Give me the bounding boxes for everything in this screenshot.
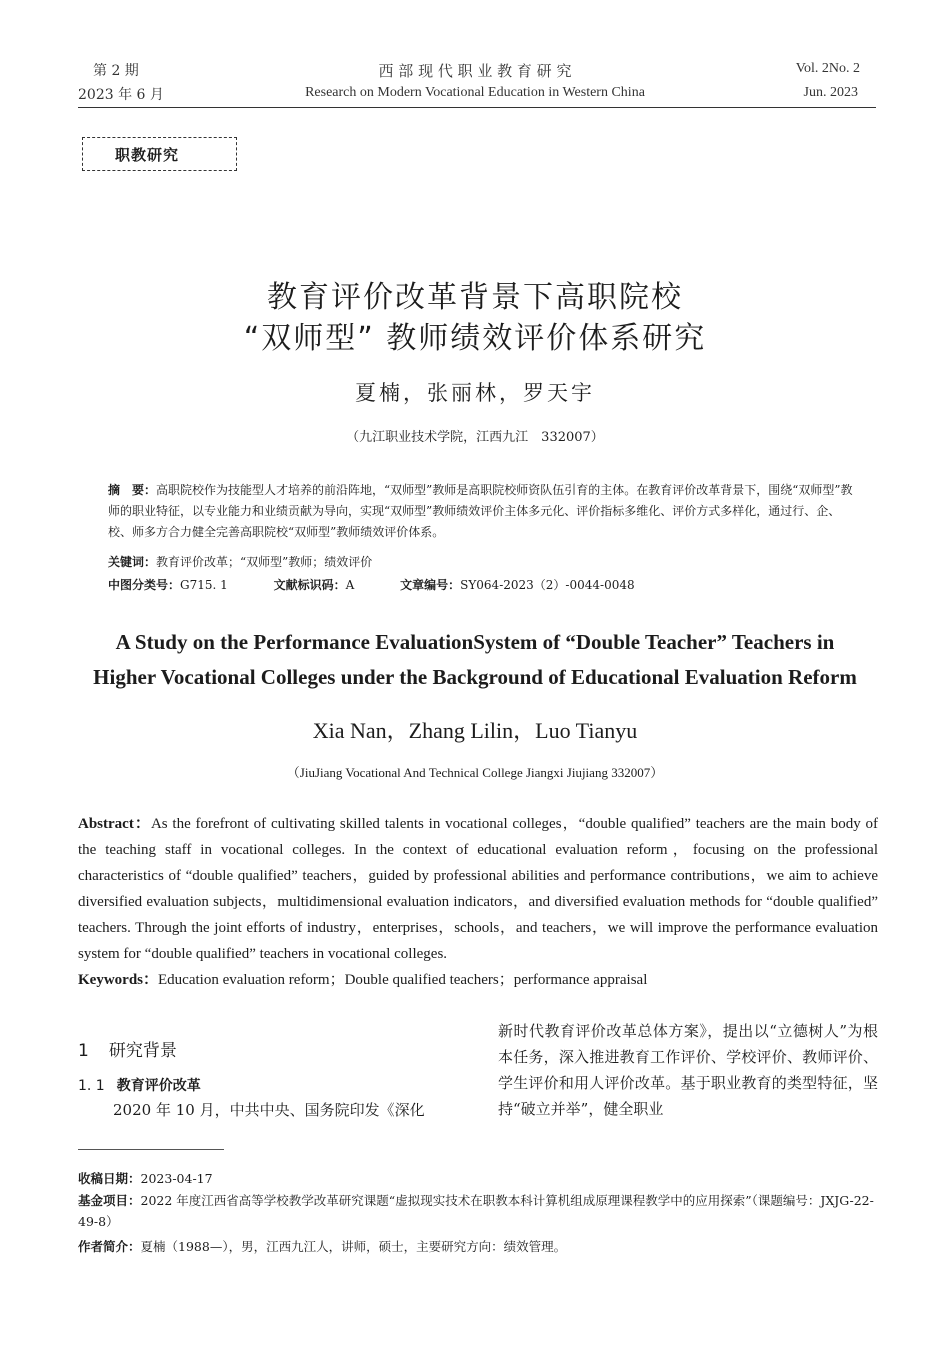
received-value: 2023-04-17 bbox=[140, 1171, 213, 1186]
article-no-value: SY064-2023（2）-0044-0048 bbox=[460, 578, 635, 592]
title-cn-line2: “双师型” 教师绩效评价体系研究 bbox=[243, 321, 707, 356]
clc-value: G715. 1 bbox=[180, 578, 228, 592]
footnote-fund bbox=[78, 1190, 878, 1232]
authors-en: Xia Nan，Zhang Lilin，Luo Tianyu bbox=[312, 718, 638, 743]
clc-label: 中图分类号： bbox=[108, 578, 181, 592]
abstract-cn-text: 高职院校作为技能型人才培养的前沿阵地，“双师型”教师是高职院校师资队伍引育的主体。在教育评价改革背景下，围绕“双师型”教师的职业特征，以专业能力和业绩贡献为导向，实现“双师型”教师绩效评价主体多元化、评价指标多维化、评价方式多样化，通过行、企、校、师多方合力健全完善高职院校“双师型”教师绩效评价体系。 bbox=[108, 483, 853, 539]
subsection-title: 教育评价改革 bbox=[116, 1078, 201, 1094]
issue-date: 2023 年 6 月 bbox=[78, 87, 164, 103]
header-rule bbox=[78, 107, 876, 108]
abstract-en-label: Abstract： bbox=[78, 816, 151, 832]
body-right-column: 新时代教育评价改革总体方案》，提出以“立德树人”为根本任务，深入推进教育工作评价、学校评价、教师评价、学生评价和用人评价改革。基于职业教育的类型特征，坚持“破立并举”，健全职业 bbox=[498, 1022, 878, 1118]
title-en-line1: A Study on the Performance EvaluationSystem of “Double Teacher” Teachers in bbox=[115, 630, 835, 654]
author-bio-value: 夏楠（1988—），男，江西九江人，讲师，硕士，主要研究方向：绩效管理。 bbox=[140, 1239, 567, 1254]
author-bio-label: 作者简介： bbox=[78, 1239, 141, 1254]
section-number: 1 bbox=[78, 1041, 89, 1061]
section-title: 研究背景 bbox=[108, 1041, 177, 1061]
doc-code-value: A bbox=[345, 578, 355, 592]
affiliation-en: （JiuJiang Vocational And Technical College Jiangxi Jiujiang 332007） bbox=[286, 765, 664, 780]
subsection-number: 1. 1 bbox=[78, 1078, 105, 1094]
received-label: 收稿日期： bbox=[78, 1171, 141, 1186]
keywords-en-text: Education evaluation reform；Double qualified teachers；performance appraisal bbox=[158, 972, 648, 988]
fund-value: 2022 年度江西省高等学校教学改革研究课题“虚拟现实技术在职教本科计算机组成原理课程教学中的应用探索”（课题编号：JXJG-22-49-8） bbox=[78, 1193, 874, 1229]
classification-line bbox=[108, 575, 858, 596]
abstract-en bbox=[78, 811, 878, 967]
journal-title-en: Research on Modern Vocational Education in Western China bbox=[305, 85, 645, 100]
footnote-received bbox=[78, 1168, 878, 1189]
footnote-rule bbox=[78, 1149, 224, 1150]
abstract-cn-label: 摘 要： bbox=[108, 483, 157, 497]
affiliation-cn: （九江职业技术学院，江西九江 332007） bbox=[346, 430, 604, 445]
keywords-en bbox=[78, 967, 878, 993]
section-heading bbox=[78, 1036, 177, 1061]
keywords-cn-text: 教育评价改革；“双师型”教师；绩效评价 bbox=[156, 555, 373, 569]
issue-number: 第 2 期 bbox=[93, 63, 139, 79]
body-left-column: 2020 年 10 月，中共中央、国务院印发《深化 bbox=[113, 1101, 425, 1119]
date-en: Jun. 2023 bbox=[803, 85, 858, 100]
authors-cn: 夏楠，张丽林，罗天宇 bbox=[355, 381, 595, 405]
abstract-cn bbox=[108, 480, 858, 543]
title-en-line2: Higher Vocational Colleges under the Background of Educational Evaluation Reform bbox=[93, 665, 857, 689]
keywords-cn bbox=[108, 552, 858, 573]
journal-title-cn: 西 部 现 代 职 业 教 育 研 究 bbox=[378, 62, 572, 80]
volume-en: Vol. 2No. 2 bbox=[795, 61, 860, 76]
doc-code-label: 文献标识码： bbox=[273, 578, 346, 592]
abstract-en-text: As the forefront of cultivating skilled talents in vocational colleges，“double qualified” teachers are the main body of the teaching staff in vocational colleges. In the context of educational evaluation reform，focusing on the professional characteristics of “double qualified” teachers，guided by professional abilities and performance contributions，we aim to achieve diversified evaluation subjects，multidimensional evaluation indicators，and diversified evaluation methods for “double qualified” teachers. Through the joint efforts of industry，enterprises，schools，and teachers，we will improve the performance evaluation system for “double qualified” teachers in vocational colleges. bbox=[78, 816, 878, 962]
fund-label: 基金项目： bbox=[78, 1193, 141, 1208]
column-tag: 职教研究 bbox=[82, 137, 237, 171]
keywords-en-label: Keywords： bbox=[78, 972, 158, 988]
article-no-label: 文章编号： bbox=[400, 578, 461, 592]
keywords-cn-label: 关键词： bbox=[108, 555, 157, 569]
footnote-author bbox=[78, 1236, 878, 1257]
subsection-heading bbox=[78, 1075, 201, 1095]
title-cn-line1: 教育评价改革背景下高职院校 bbox=[267, 280, 683, 315]
